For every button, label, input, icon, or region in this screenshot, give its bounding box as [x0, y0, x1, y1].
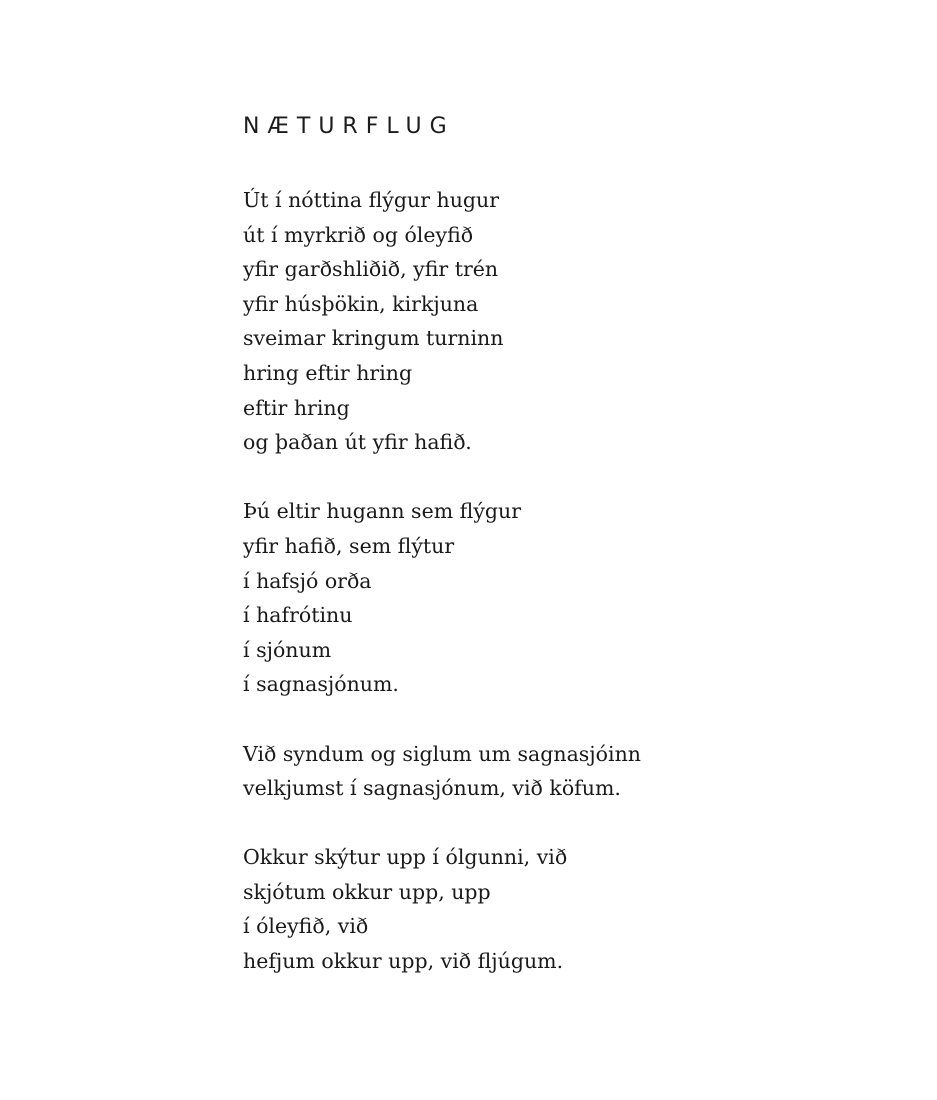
poem-line: Þú eltir hugann sem flýgur	[243, 499, 522, 524]
poem-body	[243, 183, 843, 1013]
poem-line: yfir hafið, sem flýtur	[243, 533, 455, 558]
stanza-2	[243, 494, 843, 702]
poem-line: hring eftir hring	[243, 360, 413, 385]
stanza-3	[243, 737, 843, 806]
poem-line: í sagnasjónum.	[243, 672, 399, 697]
poem-line: út í myrkrið og óleyfið	[243, 222, 474, 247]
poem-line: eftir hring	[243, 395, 350, 420]
poem-line: yfir húsþökin, kirkjuna	[243, 291, 479, 316]
poem-line: velkjumst í sagnasjónum, við köfum.	[243, 776, 621, 801]
poem-line: og þaðan út yfir hafið.	[243, 430, 472, 455]
poem-line: Okkur skýtur upp í ólgunni, við	[243, 845, 568, 870]
poem-line: í sjónum	[243, 637, 332, 662]
stanza-4	[243, 840, 843, 978]
poem-title: NÆTURFLUG	[243, 114, 455, 139]
poem-line: skjótum okkur upp, upp	[243, 879, 491, 904]
poem-line: í óleyfið, við	[243, 914, 369, 939]
poem-line: Við syndum og siglum um sagnasjóinn	[243, 741, 641, 766]
stanza-1	[243, 183, 843, 460]
poem-line: hefjum okkur upp, við fljúgum.	[243, 949, 564, 974]
poem-line: Út í nóttina flýgur hugur	[243, 188, 500, 212]
poem-line: í hafrótinu	[243, 603, 353, 628]
poem-line: yfir garðshliðið, yfir trén	[243, 257, 499, 282]
poem-line: í hafsjó orða	[243, 568, 372, 593]
poem-line: sveimar kringum turninn	[243, 326, 504, 351]
